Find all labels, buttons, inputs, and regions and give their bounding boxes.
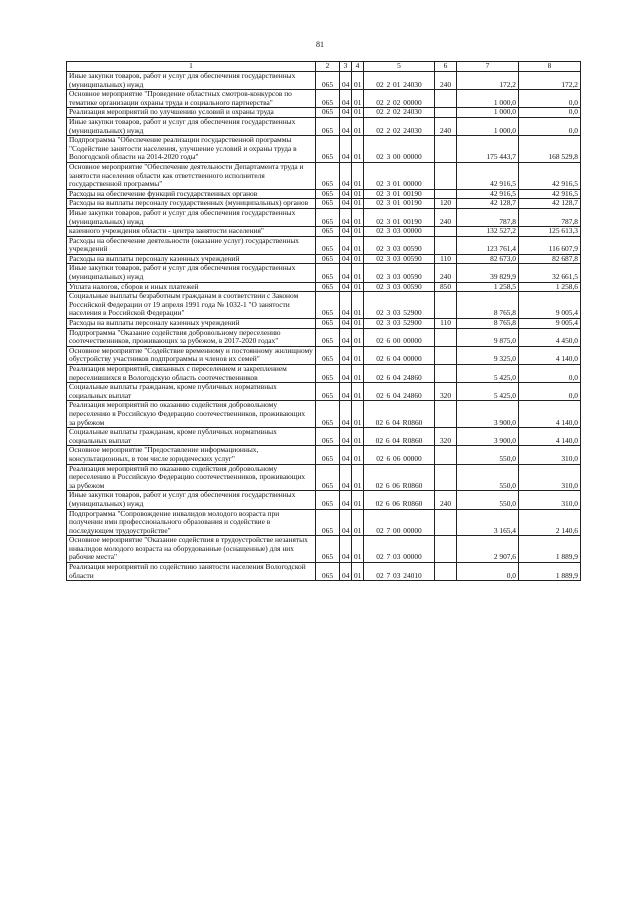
row-ministry-code: 065 [316,491,340,509]
table-row [67,428,581,446]
row-ministry-code: 065 [316,72,340,90]
row-amount-year2: 42 916,5 [519,189,581,199]
row-expense-type [435,189,457,199]
row-ministry-code: 065 [316,136,340,163]
header-col-5: 5 [364,62,435,72]
row-name: Социальные выплаты гражданам, кроме публичных нормативных социальных выплат [67,428,316,446]
row-section: 04 [340,117,352,135]
row-amount-year1: 42 128,7 [457,199,519,209]
row-expense-type [435,328,457,346]
row-expense-type [435,292,457,319]
row-name: Подпрограмма "Сопровождение инвалидов молодого возраста при получении ими профессионального образования и содействие в последующем трудоустройстве" [67,509,316,536]
row-amount-year2: 1 258,6 [519,282,581,292]
row-ministry-code: 065 [316,401,340,428]
row-name: Иные закупки товаров, работ и услуг для обеспечения государственных (муниципальных) нужд [67,72,316,90]
row-target-article: 02 7 03 00000 [364,536,435,563]
row-target-article: 02 6 06 R0860 [364,491,435,509]
row-expense-type: 240 [435,208,457,226]
row-target-article: 02 2 02 24030 [364,108,435,118]
row-subsection: 01 [352,254,364,264]
row-amount-year2: 0,0 [519,108,581,118]
row-target-article: 02 3 03 00000 [364,227,435,237]
row-ministry-code: 065 [316,108,340,118]
row-name: Расходы на обеспечение деятельности (оказание услуг) государственных учреждений [67,236,316,254]
table-body [67,72,581,581]
row-subsection: 01 [352,189,364,199]
row-ministry-code: 065 [316,328,340,346]
row-expense-type [435,536,457,563]
row-expense-type [435,346,457,364]
row-ministry-code: 065 [316,162,340,189]
row-amount-year2: 9 005,4 [519,319,581,329]
row-expense-type: 240 [435,264,457,282]
row-amount-year2: 310,0 [519,464,581,491]
row-name: Реализация мероприятий по содействию занятости населения Вологодской области [67,563,316,581]
row-section: 04 [340,401,352,428]
row-amount-year1: 787,8 [457,208,519,226]
row-amount-year2: 4 140,0 [519,428,581,446]
row-name: Подпрограмма "Оказание содействия добровольному переселению соотечественников, проживающих за рубежом, в 2017-2020 годах" [67,328,316,346]
row-expense-type [435,509,457,536]
row-section: 04 [340,509,352,536]
row-amount-year1: 550,0 [457,491,519,509]
row-ministry-code: 065 [316,446,340,464]
row-target-article: 02 6 06 R0860 [364,464,435,491]
row-expense-type: 240 [435,117,457,135]
row-amount-year2: 0,0 [519,383,581,401]
table-row [67,536,581,563]
row-subsection: 01 [352,383,364,401]
row-amount-year1: 42 916,5 [457,189,519,199]
row-name: казенного учреждения области - центра занятости населения" [67,227,316,237]
row-name: Расходы на выплаты персоналу казенных учреждений [67,254,316,264]
row-ministry-code: 065 [316,383,340,401]
row-ministry-code: 065 [316,208,340,226]
row-expense-type [435,464,457,491]
row-expense-type: 320 [435,428,457,446]
table-header-row [67,62,581,72]
row-target-article: 02 7 00 00000 [364,509,435,536]
row-section: 04 [340,428,352,446]
row-target-article: 02 3 01 00190 [364,189,435,199]
table-row [67,365,581,383]
row-expense-type: 110 [435,254,457,264]
row-name: Расходы на выплаты персоналу государственных (муниципальных) органов [67,199,316,209]
row-ministry-code: 065 [316,464,340,491]
row-name: Социальные выплаты безработным гражданам в соответствии с Законом Российской Федерации от 19 апреля 1991 года № 1032-1 "О занятости населения в Российской Федерации" [67,292,316,319]
table-row [67,108,581,118]
row-name: Основное мероприятие "Проведение областных смотров-конкурсов по тематике организации охраны труда и социального партнерства" [67,90,316,108]
row-expense-type: 240 [435,491,457,509]
row-amount-year1: 8 765,8 [457,319,519,329]
row-amount-year2: 0,0 [519,365,581,383]
row-subsection: 01 [352,319,364,329]
row-amount-year2: 4 140,0 [519,401,581,428]
row-amount-year2: 42 128,7 [519,199,581,209]
row-section: 04 [340,446,352,464]
row-amount-year1: 9 325,0 [457,346,519,364]
row-name: Реализация мероприятий по улучшению условий и охраны труда [67,108,316,118]
row-amount-year2: 4 140,0 [519,346,581,364]
row-subsection: 01 [352,199,364,209]
row-ministry-code: 065 [316,254,340,264]
table-row [67,90,581,108]
row-expense-type [435,227,457,237]
row-amount-year1: 0,0 [457,563,519,581]
row-amount-year2: 168 529,8 [519,136,581,163]
row-amount-year1: 39 829,9 [457,264,519,282]
row-amount-year1: 82 673,0 [457,254,519,264]
table-row [67,491,581,509]
row-amount-year1: 8 765,8 [457,292,519,319]
row-name: Основное мероприятие "Предоставление информационных, консультационных, в том числе юридических услуг" [67,446,316,464]
row-ministry-code: 065 [316,189,340,199]
row-target-article: 02 2 01 24030 [364,72,435,90]
row-subsection: 01 [352,446,364,464]
row-name: Уплата налогов, сборов и иных платежей [67,282,316,292]
row-subsection: 01 [352,536,364,563]
row-section: 04 [340,319,352,329]
row-amount-year2: 82 687,8 [519,254,581,264]
row-section: 04 [340,254,352,264]
row-target-article: 02 3 03 00590 [364,282,435,292]
table-row [67,208,581,226]
row-amount-year2: 2 140,6 [519,509,581,536]
row-section: 04 [340,328,352,346]
table-row [67,136,581,163]
row-expense-type: 120 [435,199,457,209]
row-subsection: 01 [352,208,364,226]
row-target-article: 02 3 00 00000 [364,136,435,163]
row-expense-type: 240 [435,72,457,90]
row-amount-year1: 123 761,4 [457,236,519,254]
row-expense-type [435,108,457,118]
header-col-7: 7 [457,62,519,72]
row-ministry-code: 065 [316,536,340,563]
table-row [67,236,581,254]
row-name: Подпрограмма "Обеспечение реализации государственной программы "Содействие занятости населения, улучшение условий и охраны труда в Вологодской области на 2014-2020 годы" [67,136,316,163]
row-section: 04 [340,264,352,282]
row-ministry-code: 065 [316,428,340,446]
row-amount-year1: 3 900,0 [457,401,519,428]
row-subsection: 01 [352,428,364,446]
row-amount-year2: 0,0 [519,90,581,108]
row-name: Иные закупки товаров, работ и услуг для обеспечения государственных (муниципальных) нужд [67,264,316,282]
row-subsection: 01 [352,227,364,237]
row-subsection: 01 [352,563,364,581]
row-amount-year2: 9 005,4 [519,292,581,319]
row-ministry-code: 065 [316,199,340,209]
row-amount-year1: 1 000,0 [457,108,519,118]
row-ministry-code: 065 [316,90,340,108]
row-amount-year2: 1 889,9 [519,536,581,563]
row-name: Иные закупки товаров, работ и услуг для обеспечения государственных (муниципальных) нужд [67,208,316,226]
row-amount-year1: 9 875,0 [457,328,519,346]
table-row [67,446,581,464]
row-subsection: 01 [352,264,364,282]
row-name: Иные закупки товаров, работ и услуг для обеспечения государственных (муниципальных) нужд [67,117,316,135]
table-row [67,292,581,319]
row-amount-year1: 550,0 [457,464,519,491]
row-amount-year1: 172,2 [457,72,519,90]
row-target-article: 02 3 01 00000 [364,162,435,189]
row-section: 04 [340,365,352,383]
table-row [67,72,581,90]
row-expense-type: 320 [435,383,457,401]
row-target-article: 02 3 03 00590 [364,236,435,254]
row-subsection: 01 [352,464,364,491]
row-subsection: 01 [352,162,364,189]
row-target-article: 02 6 04 R0860 [364,428,435,446]
row-subsection: 01 [352,491,364,509]
budget-table [66,61,581,581]
table-row [67,282,581,292]
row-section: 04 [340,108,352,118]
row-section: 04 [340,227,352,237]
table-row [67,328,581,346]
row-name: Реализация мероприятий по оказанию содействия добровольному переселению в Российскую Федерацию соотечественников, проживающих за рубежом [67,401,316,428]
row-expense-type [435,136,457,163]
row-amount-year1: 42 916,5 [457,162,519,189]
row-target-article: 02 7 03 24010 [364,563,435,581]
table-row [67,563,581,581]
row-target-article: 02 2 02 24030 [364,117,435,135]
row-subsection: 01 [352,282,364,292]
header-col-8: 8 [519,62,581,72]
row-amount-year1: 1 000,0 [457,117,519,135]
row-expense-type [435,446,457,464]
row-name: Расходы на выплаты персоналу казенных учреждений [67,319,316,329]
row-amount-year2: 32 661,5 [519,264,581,282]
row-subsection: 01 [352,365,364,383]
row-section: 04 [340,208,352,226]
row-section: 04 [340,136,352,163]
row-name: Социальные выплаты гражданам, кроме публичных нормативных социальных выплат [67,383,316,401]
row-ministry-code: 065 [316,346,340,364]
row-section: 04 [340,189,352,199]
row-subsection: 01 [352,236,364,254]
page-number: 81 [316,40,324,49]
row-subsection: 01 [352,346,364,364]
row-amount-year2: 172,2 [519,72,581,90]
table-row [67,264,581,282]
row-amount-year1: 175 443,7 [457,136,519,163]
row-ministry-code: 065 [316,319,340,329]
row-amount-year2: 4 450,0 [519,328,581,346]
row-expense-type: 850 [435,282,457,292]
row-name: Основное мероприятие "Обеспечение деятельности Департамента труда и занятости населения области как ответственного исполнителя государственной программы" [67,162,316,189]
row-ministry-code: 065 [316,292,340,319]
row-amount-year1: 3 165,4 [457,509,519,536]
table-row [67,117,581,135]
row-subsection: 01 [352,117,364,135]
row-subsection: 01 [352,509,364,536]
table-row [67,401,581,428]
row-section: 04 [340,90,352,108]
row-expense-type: 110 [435,319,457,329]
row-expense-type [435,365,457,383]
row-amount-year2: 787,8 [519,208,581,226]
row-amount-year1: 1 000,0 [457,90,519,108]
row-section: 04 [340,72,352,90]
row-ministry-code: 065 [316,282,340,292]
row-amount-year1: 132 527,2 [457,227,519,237]
row-target-article: 02 6 06 00000 [364,446,435,464]
row-ministry-code: 065 [316,236,340,254]
row-expense-type [435,563,457,581]
header-col-2: 2 [316,62,340,72]
row-target-article: 02 3 03 52900 [364,319,435,329]
table-row [67,162,581,189]
row-amount-year2: 116 607,9 [519,236,581,254]
row-subsection: 01 [352,136,364,163]
row-ministry-code: 065 [316,563,340,581]
row-target-article: 02 3 01 00190 [364,199,435,209]
row-section: 04 [340,491,352,509]
row-ministry-code: 065 [316,264,340,282]
row-section: 04 [340,346,352,364]
row-ministry-code: 065 [316,117,340,135]
row-target-article: 02 2 02 00000 [364,90,435,108]
row-section: 04 [340,292,352,319]
row-amount-year2: 125 613,3 [519,227,581,237]
row-target-article: 02 6 04 R0860 [364,401,435,428]
row-amount-year2: 310,0 [519,446,581,464]
row-section: 04 [340,536,352,563]
table-row [67,509,581,536]
row-target-article: 02 6 04 24860 [364,365,435,383]
row-target-article: 02 3 01 00190 [364,208,435,226]
header-col-3: 3 [340,62,352,72]
row-subsection: 01 [352,90,364,108]
row-amount-year2: 0,0 [519,117,581,135]
row-target-article: 02 3 03 52900 [364,292,435,319]
row-section: 04 [340,464,352,491]
table-row [67,346,581,364]
table-row [67,254,581,264]
row-amount-year1: 550,0 [457,446,519,464]
row-ministry-code: 065 [316,509,340,536]
row-name: Основное мероприятие "Содействие временному и постоянному жилищному обустройству участников подпрограммы и членов их семей" [67,346,316,364]
row-section: 04 [340,282,352,292]
table-row [67,199,581,209]
row-target-article: 02 3 03 00590 [364,264,435,282]
row-name: Реализация мероприятий по оказанию содействия добровольному переселению в Российскую Федерацию соотечественников, проживающих за рубежом [67,464,316,491]
row-amount-year2: 310,0 [519,491,581,509]
table-row [67,189,581,199]
row-expense-type [435,401,457,428]
row-amount-year1: 3 900,0 [457,428,519,446]
row-target-article: 02 6 00 00000 [364,328,435,346]
header-col-1: 1 [67,62,316,72]
row-subsection: 01 [352,108,364,118]
row-subsection: 01 [352,328,364,346]
row-target-article: 02 6 04 00000 [364,346,435,364]
row-section: 04 [340,563,352,581]
row-amount-year1: 2 907,6 [457,536,519,563]
table-row [67,227,581,237]
row-name: Реализация мероприятий, связанных с переселением и закреплением переселившихся в Вологодскую область соотечественников [67,365,316,383]
row-target-article: 02 3 03 00590 [364,254,435,264]
row-expense-type [435,162,457,189]
row-section: 04 [340,236,352,254]
header-col-4: 4 [352,62,364,72]
table-row [67,464,581,491]
row-amount-year2: 1 889,9 [519,563,581,581]
row-target-article: 02 6 04 24860 [364,383,435,401]
row-section: 04 [340,162,352,189]
header-col-6: 6 [435,62,457,72]
row-ministry-code: 065 [316,227,340,237]
row-section: 04 [340,383,352,401]
row-amount-year1: 1 258,5 [457,282,519,292]
row-subsection: 01 [352,72,364,90]
table-row [67,319,581,329]
row-name: Расходы на обеспечение функций государственных органов [67,189,316,199]
row-subsection: 01 [352,401,364,428]
row-name: Иные закупки товаров, работ и услуг для обеспечения государственных (муниципальных) нужд [67,491,316,509]
row-amount-year2: 42 916,5 [519,162,581,189]
row-amount-year1: 5 425,0 [457,383,519,401]
row-section: 04 [340,199,352,209]
row-ministry-code: 065 [316,365,340,383]
row-name: Основное мероприятие "Оказание содействия в трудоустройстве незанятых инвалидов молодого возраста на оборудованные (оснащенные) для них рабочие места" [67,536,316,563]
row-amount-year1: 5 425,0 [457,365,519,383]
row-subsection: 01 [352,292,364,319]
row-expense-type [435,90,457,108]
row-expense-type [435,236,457,254]
table-row [67,383,581,401]
